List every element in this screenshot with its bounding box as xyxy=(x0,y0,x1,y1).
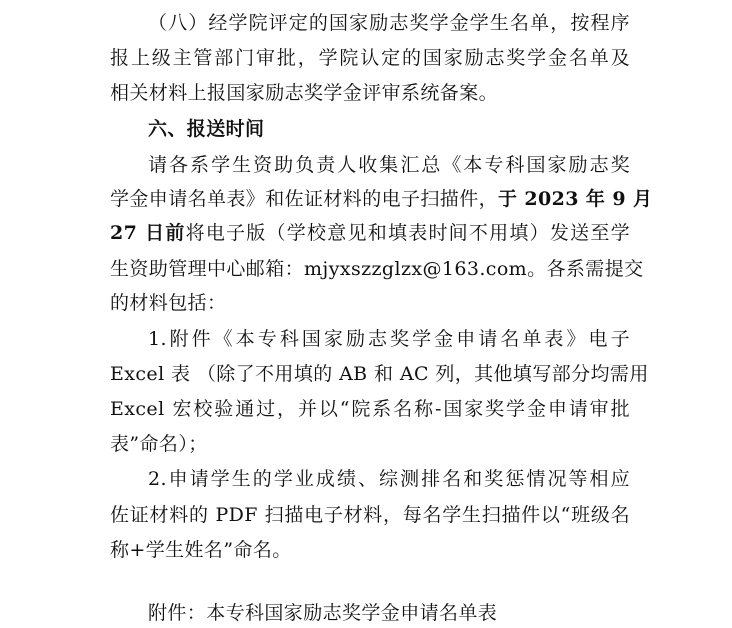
section-eight-line-3: 相关材料上报国家励志奖学金评审系统备案。 xyxy=(110,82,499,104)
section-six-para-line-2 xyxy=(110,186,653,212)
section-six-para-line-3 xyxy=(110,220,630,246)
attachment-label: 附件：本专科国家励志奖学金申请名单表 xyxy=(148,602,498,624)
section-eight-line-1: （八）经学院评定的国家励志奖学金学生名单，按程序 xyxy=(148,12,630,34)
section-six-heading: 六、报送时间 xyxy=(148,118,265,140)
section-six-para-line-1: 请各系学生资助负责人收集汇总《本专科国家励志奖 xyxy=(148,154,630,176)
deadline-date-part-2: 27 日前 xyxy=(110,222,186,244)
item-1-line-1: 1.附件《本专科国家励志奖学金申请名单表》电子 xyxy=(148,328,630,350)
item-2-line-2: 佐证材料的 PDF 扫描电子材料，每名学生扫描件以“班级名 xyxy=(110,504,630,526)
section-eight-line-2: 报上级主管部门审批，学院认定的国家励志奖学金名单及 xyxy=(110,47,630,69)
item-2-line-1: 2.申请学生的学业成绩、综测排名和奖惩情况等相应 xyxy=(148,468,630,490)
para-line-3-text: 将电子版（学校意见和填表时间不用填）发送至学 xyxy=(185,222,630,244)
deadline-date-part-1: 于 2023 年 9 月 xyxy=(498,188,653,210)
item-1-line-4: 表”命名）； xyxy=(110,433,208,455)
item-1-line-2: Excel 表 （除了不用填的 AB 和 AC 列，其他填写部分均需用 xyxy=(110,363,649,385)
section-six-para-line-4: 生资助管理中心邮箱：mjyxszzglzx@163.com。各系需提交 xyxy=(110,258,644,280)
para-line-2-text: 学金申请名单表》和佐证材料的电子扫描件， xyxy=(110,188,499,210)
item-1-line-3: Excel 宏校验通过，并以“院系名称-国家奖学金申请审批 xyxy=(110,398,630,420)
item-2-line-3: 称+学生姓名”命名。 xyxy=(110,539,292,561)
section-six-para-line-5: 的材料包括： xyxy=(110,292,227,314)
